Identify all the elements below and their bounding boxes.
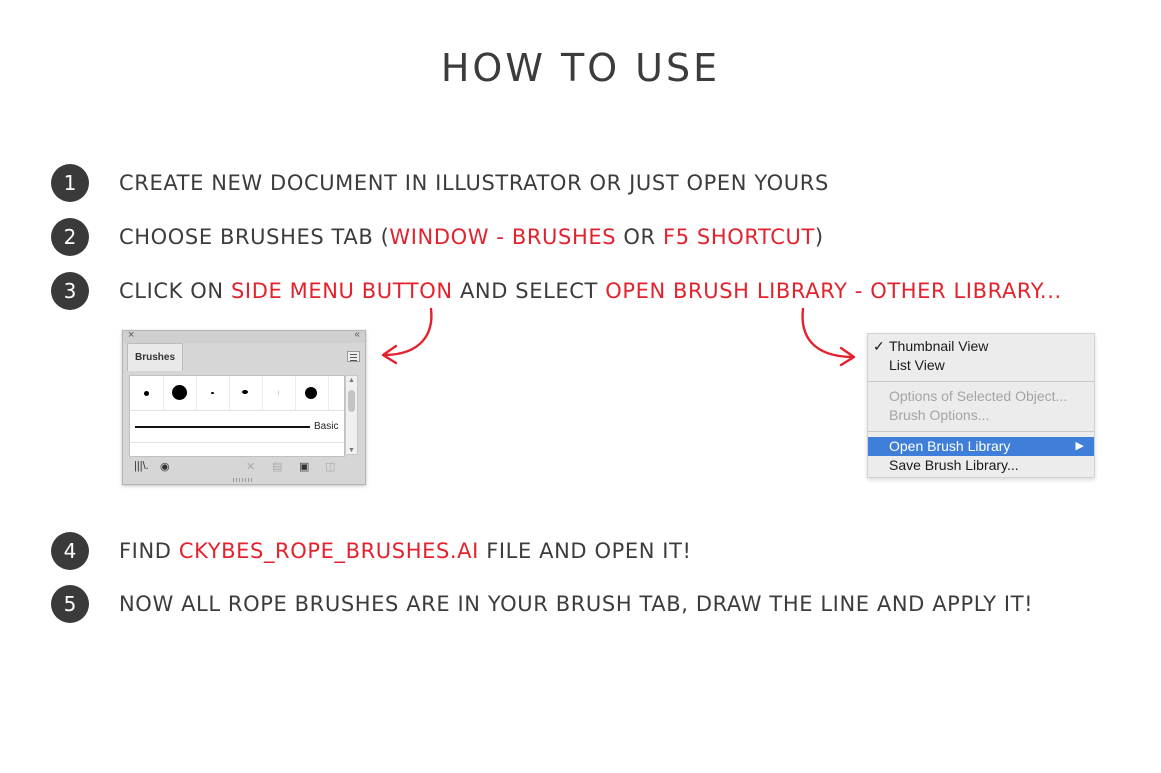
step-text: CHOOSE BRUSHES TAB (WINDOW - BRUSHES OR F5 SHORTCUT)	[119, 225, 824, 249]
menu-item-thumbnail-view[interactable]: ✓ Thumbnail View	[873, 338, 989, 354]
menu-item-brush-options: Brush Options...	[889, 407, 990, 423]
step-text: FIND CKYBES_ROPE_BRUSHES.AI FILE AND OPEN IT!	[119, 539, 692, 563]
step-text: CLICK ON SIDE MENU BUTTON AND SELECT OPEN BRUSH LIBRARY - OTHER LIBRARY...	[119, 279, 1062, 303]
step-number-badge: 3	[51, 272, 89, 310]
new-brush-icon[interactable]: ▣	[299, 461, 310, 473]
submenu-arrow-icon: ▶	[1075, 440, 1084, 452]
highlight-text: F5 SHORTCUT	[663, 225, 815, 249]
collapse-icon[interactable]: ‹‹	[354, 329, 359, 340]
menu-item-options-selected: Options of Selected Object...	[889, 388, 1068, 404]
scroll-down-icon[interactable]: ▼	[348, 447, 355, 454]
scroll-up-icon[interactable]: ▲	[348, 377, 355, 384]
delete-brush-icon[interactable]: ◫	[325, 461, 336, 473]
remove-stroke-icon[interactable]: ✕	[246, 461, 256, 473]
step-number-badge: 4	[51, 532, 89, 570]
step-number-badge: 5	[51, 585, 89, 623]
step-text: NOW ALL ROPE BRUSHES ARE IN YOUR BRUSH TAB, DRAW THE LINE AND APPLY IT!	[119, 592, 1034, 616]
menu-item-open-brush-library[interactable]: Open Brush Library ▶	[868, 437, 1094, 456]
step-4	[51, 531, 692, 571]
page-title: HOW TO USE	[440, 46, 721, 90]
tab-brushes[interactable]: Brushes	[127, 343, 183, 371]
menu-item-list-view[interactable]: List View	[889, 357, 945, 373]
step-5	[51, 584, 1033, 624]
libraries-panel-icon[interactable]: ◉	[160, 461, 170, 473]
brush-options-icon[interactable]: ▤	[272, 461, 283, 473]
highlight-text: CKYBES_ROPE_BRUSHES.AI	[178, 539, 479, 563]
menu-item-save-brush-library[interactable]: Save Brush Library...	[889, 457, 1019, 473]
step-number-badge: 1	[51, 164, 89, 202]
highlight-text: WINDOW - BRUSHES	[389, 225, 617, 249]
checkmark-icon: ✓	[873, 338, 885, 354]
brush-libraries-icon[interactable]: |||\.	[134, 460, 149, 472]
step-text: CREATE NEW DOCUMENT IN ILLUSTRATOR OR JUST OPEN YOURS	[119, 171, 829, 195]
step-number-badge: 2	[51, 218, 89, 256]
basic-stroke-label: Basic	[314, 421, 339, 432]
highlight-text: OPEN BRUSH LIBRARY - OTHER LIBRARY...	[605, 279, 1062, 303]
highlight-text: SIDE MENU BUTTON	[230, 279, 453, 303]
close-icon[interactable]: ×	[128, 329, 135, 341]
